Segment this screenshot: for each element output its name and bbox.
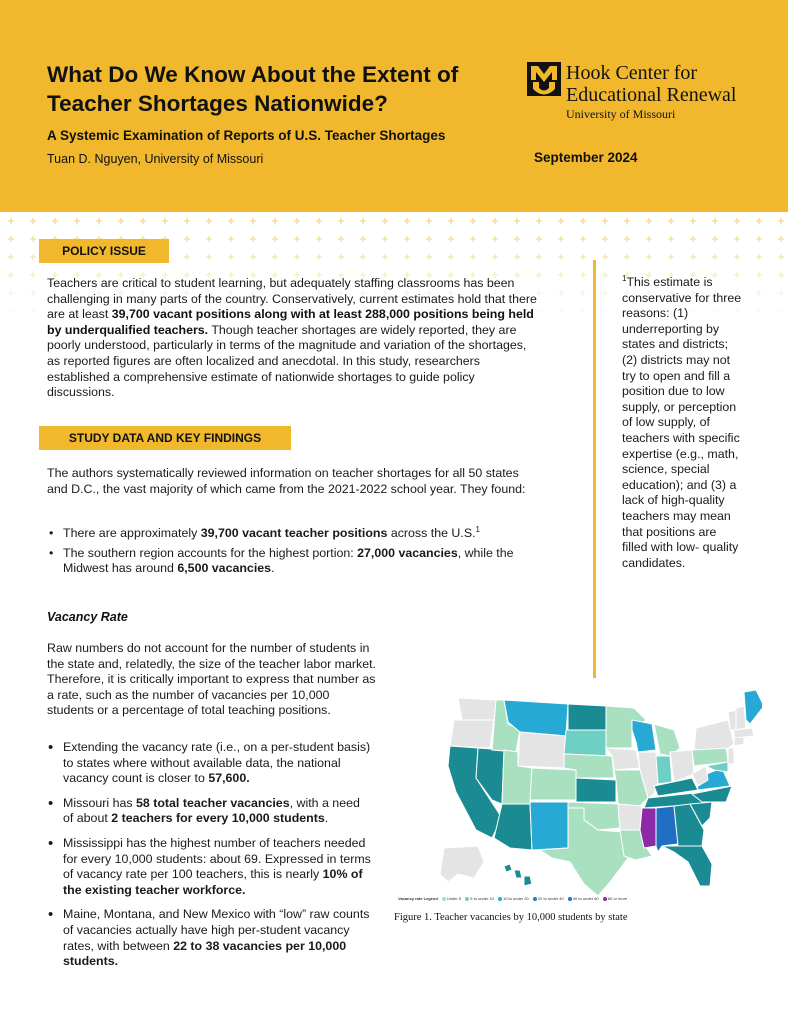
vacancy-findings-list	[47, 740, 372, 979]
legend-swatch	[442, 897, 446, 901]
key-findings-list	[47, 526, 547, 581]
state-hi-3	[524, 876, 532, 886]
state-or	[450, 720, 494, 748]
mizzou-logo-icon	[527, 62, 561, 96]
state-ny	[694, 720, 734, 750]
state-sd	[564, 730, 606, 756]
list-item: • Missouri has 58 total teacher vacancies, with a need of about 2 teachers for every 10,000 students.	[47, 796, 372, 827]
study-intro-paragraph: The authors systematically reviewed information on teacher shortages for all 50 states and D.C., the vast majority of which came from the 2021-2022 school year. They found:	[47, 466, 526, 496]
state-nj	[728, 748, 734, 764]
state-wy	[518, 732, 566, 768]
list-item: • Maine, Montana, and New Mexico with “low” raw counts of vacancies actually have high per-student vacancy rates, with between 22 to 38 vacancies per 10,000 students.	[47, 907, 372, 969]
list-item: • There are approximately 39,700 vacant teacher positions across the U.S.$^1$	[47, 526, 547, 542]
state-co	[530, 768, 576, 800]
legend-swatch	[498, 897, 502, 901]
list-item: • Mississippi has the highest number of teachers needed for every 10,000 students: about 69. Expressed in terms of vacancy rate per 100 teachers, this is nearly 10% of the existing teacher workforce.	[47, 836, 372, 898]
logo-line-3: University of Missouri	[566, 107, 676, 121]
column-divider	[593, 260, 596, 678]
legend-label: 40 to under 60	[572, 896, 599, 901]
us-vacancy-map	[392, 690, 762, 900]
state-wi	[632, 720, 656, 752]
state-nm	[530, 802, 568, 850]
logo-wordmark	[566, 62, 737, 122]
legend-label: 60 or more	[607, 896, 628, 901]
legend-swatch	[603, 897, 607, 901]
vacancy-rate-heading: Vacancy Rate	[47, 610, 128, 624]
logo-line-1: Hook Center for	[566, 62, 698, 84]
state-oh	[670, 750, 694, 782]
legend-swatch	[568, 897, 572, 901]
state-ma	[734, 728, 754, 738]
header-banner	[0, 0, 788, 212]
state-in	[656, 756, 672, 784]
author-line: Tuan D. Nguyen, University of Missouri	[47, 152, 264, 166]
vacancy-intro-paragraph: Raw numbers do not account for the number of students in the state and, relatedly, the size of the teacher labor market. Therefore, it is critically important to express that number as a rate, such as the number of vacancies per 10,000 students or a percentage of total teaching positions.	[47, 641, 376, 718]
state-vt	[728, 710, 736, 730]
legend-label: 20 to under 40	[537, 896, 564, 901]
state-fl	[662, 846, 712, 886]
list-item: • The southern region accounts for the highest portion: 27,000 vacancies, while the Midwest has around 6,500 vacancies.	[47, 546, 547, 577]
state-ak	[440, 846, 484, 882]
legend-label: 5 to under 10	[470, 896, 494, 901]
figure-caption: Figure 1. Teacher vacancies by 10,000 students by state	[394, 912, 628, 923]
legend-label: 10 to under 20	[502, 896, 529, 901]
map-legend	[398, 896, 758, 910]
legend-swatch	[465, 897, 469, 901]
state-hi-1	[504, 864, 512, 872]
state-nd	[568, 704, 606, 730]
state-me	[744, 690, 762, 724]
logo-line-2: Educational Renewal	[566, 84, 737, 106]
state-wa	[458, 698, 496, 720]
publication-date: September 2024	[534, 150, 638, 165]
state-az	[494, 804, 532, 850]
policy-issue-label: POLICY ISSUE	[39, 239, 169, 263]
policy-issue-paragraph: Teachers are critical to student learning, but adequately staffing classrooms has been challenging in many parts of the country. Conservatively, current estimates hold that there are at least 39,700 vacant positions along with at least 288,000 positions being held by underqualified teachers. Though teacher shortages are widely reported, they are poorly understood, particularly in terms of the magnitude and variation of the shortages, as reported figures are often localized and anecdotal. In this study, researchers established a comprehensive estimate of nationwide shortages to guide policy discussions.	[47, 276, 537, 400]
state-ms	[640, 808, 656, 848]
page-subtitle: A Systemic Examination of Reports of U.S. Teacher Shortages	[47, 128, 446, 143]
footnote: $^1$This estimate is conservative for three reasons: (1) underreporting by states and districts; (2) districts may not try to open and fill a position due to low supply, or perception of low supply, of teachers with specific expertise (e.g., math, science, special education); and (3) a lack of high-quality teachers may mean that positions are filled with low- quality candidates.	[622, 273, 742, 570]
list-item: • Extending the vacancy rate (i.e., on a per-student basis) to states where without available data, the national vacancy count is closer to 57,600.	[47, 740, 372, 787]
state-hi-2	[514, 870, 522, 878]
legend-swatch	[533, 897, 537, 901]
legend-title: Vacancy rate Legend	[398, 896, 438, 901]
state-ks	[576, 778, 616, 802]
legend-label: Under 5	[446, 896, 462, 901]
state-nh	[736, 706, 746, 730]
page-title: What Do We Know About the Extent of Teacher Shortages Nationwide?	[47, 62, 459, 116]
state-ar	[618, 804, 642, 830]
study-findings-label: STUDY DATA AND KEY FINDINGS	[39, 426, 291, 450]
